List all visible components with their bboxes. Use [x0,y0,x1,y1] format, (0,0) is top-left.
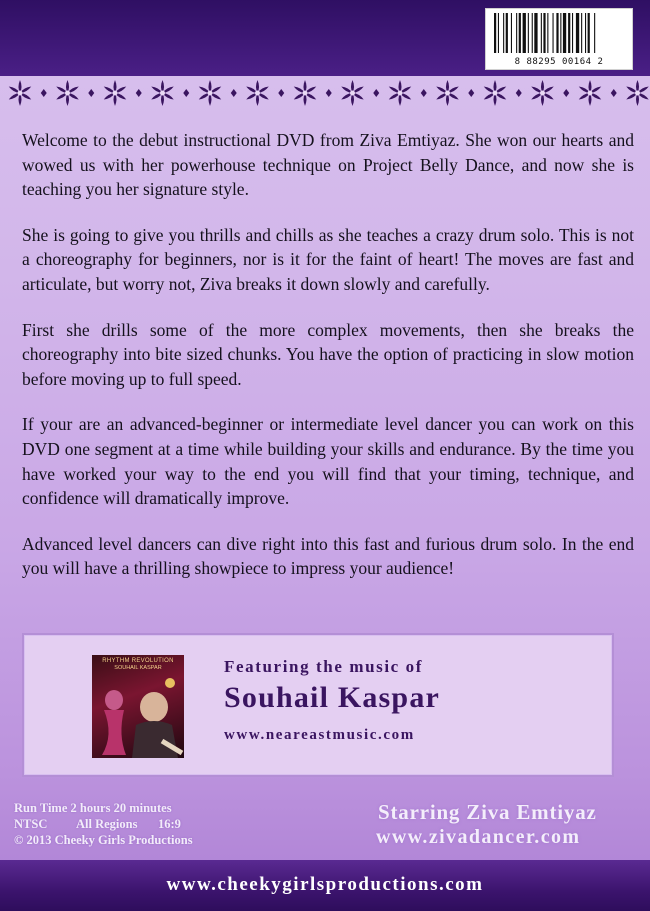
ziva-website: www.zivadancer.com [376,826,581,848]
diamond-ornament-icon [421,89,427,97]
star-flower-ornament-icon [56,80,79,106]
star-flower-ornament-icon [104,80,127,106]
star-flower-ornament-icon [151,80,174,106]
star-flower-ornament-icon [199,80,222,106]
diamond-ornament-icon [563,89,569,97]
description-text [22,128,634,602]
paragraph-1: Welcome to the debut instructional DVD from Ziva Emtiyaz. She won our hearts and wowed us with her powerhouse technique on Project Belly Dance, and now she is teaching you her signature style. [22,130,634,200]
dvd-info [14,800,193,848]
paragraph-4: If your are an advanced-beginner or intermediate level dancer you can work on this DVD one segment at a time while building your skills and endurance. By the time you have worked your way to the end you will find that your timing, technique, and confidence will dramatically improve. [22,414,634,509]
diamond-ornament-icon [88,89,94,97]
star-flower-ornament-icon [484,80,507,106]
producer-website: www.cheekygirlsproductions.com [166,874,484,895]
copyright-text: © 2013 Cheeky Girls Productions [14,833,193,847]
starring-label: Starring Ziva Emtiyaz [378,800,597,824]
diamond-ornament-icon [326,89,332,97]
album-cover [92,655,184,758]
star-flower-ornament-icon [9,80,32,106]
diamond-ornament-icon [373,89,379,97]
ornament-strip [0,76,650,112]
music-website: www.neareastmusic.com [224,727,415,743]
star-flower-ornament-icon [294,80,317,106]
album-title: RHYTHM REVOLUTION [102,658,174,664]
star-flower-ornament-icon [246,80,269,106]
top-banner [0,0,650,76]
star-flower-ornament-icon [436,80,459,106]
diamond-ornament-icon [183,89,189,97]
diamond-ornament-icon [41,89,47,97]
artist-name: Souhail Kaspar [224,681,441,714]
bottom-banner [0,860,650,911]
barcode-icon [492,13,626,53]
star-flower-ornament-icon [531,80,554,106]
diamond-ornament-icon [611,89,617,97]
diamond-ornament-icon [136,89,142,97]
paragraph-3: First she drills some of the more complex movements, then she breaks the choreography into bite sized chunks. You have the option of practicing in slow motion before moving up to full speed. [22,319,634,389]
paragraph-2: She is going to give you thrills and chills as she teaches a crazy drum solo. This is not a choreography for beginners, nor is it for the faint of heart! The moves are fast and articulate, but worry not, Ziva breaks it down slowly and carefully. [22,224,634,294]
star-flower-ornament-icon [579,80,602,106]
diamond-ornament-icon [231,89,237,97]
regions-text: All Regions [76,817,138,831]
paragraph-5: Advanced level dancers can dive right into this fast and furious drum solo. In the end you will have a thrilling showpiece to impress your audience! [22,533,634,579]
diamond-ornament-icon [278,89,284,97]
barcode-digits: 8 88295 00164 2 [514,57,604,67]
album-subtitle: SOUHAIL KASPAR [114,665,162,671]
format-text: NTSC [14,817,48,831]
diamond-ornament-icon [468,89,474,97]
aspect-text: 16:9 [158,817,181,831]
copyright-row [14,832,193,848]
featuring-label: Featuring the music of [224,657,424,676]
diamond-ornament-icon [516,89,522,97]
format-row [14,816,193,832]
barcode [485,8,633,70]
star-flower-ornament-icon [626,80,649,106]
star-flower-ornament-icon [389,80,412,106]
runtime-row [14,800,193,816]
dancer-illustration-icon [92,655,184,758]
runtime-text: Run Time 2 hours 20 minutes [14,801,172,815]
star-flower-ornament-icon [341,80,364,106]
music-credit-box [22,633,614,777]
